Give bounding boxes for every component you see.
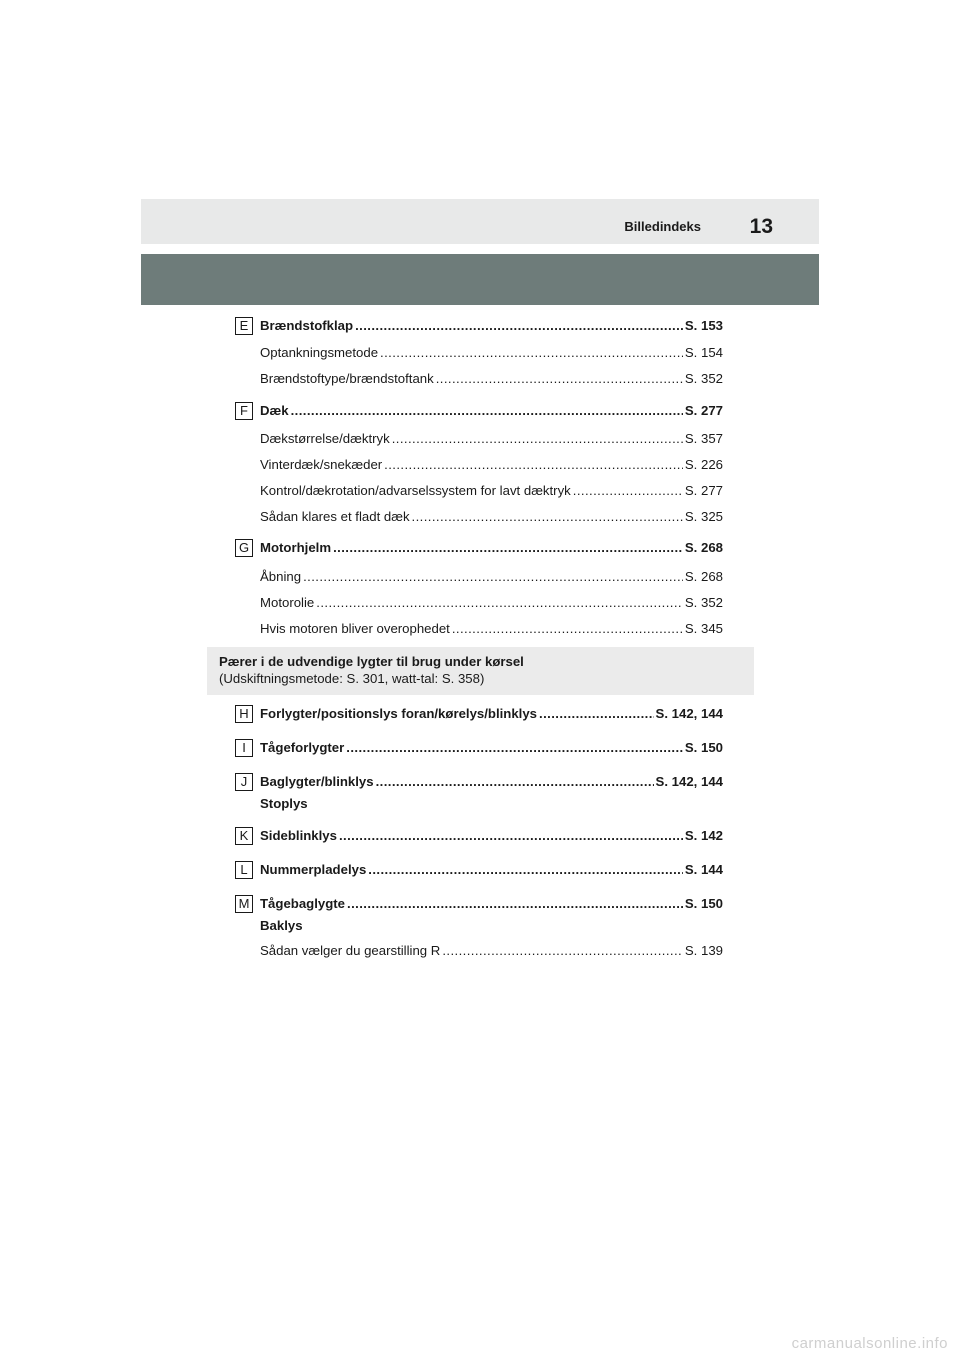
entry-label: Sideblinklys [260,828,337,843]
section-letter-f: F [235,402,253,420]
index-entry[interactable] [260,828,723,844]
index-entry[interactable] [260,862,723,878]
entry-label: Sådan vælger du gearstilling R [260,943,441,958]
entry-label: Motorolie [260,595,315,610]
entry-ref: S. 142, 144 [655,774,723,789]
header-band [141,199,819,244]
section-letter-i: I [235,739,253,757]
section-letter-e: E [235,317,253,335]
section-letter-m: M [235,895,253,913]
bulbs-info-box [207,647,754,695]
entry-label: Tågeforlygter [260,740,345,755]
entry-ref: S. 357 [684,431,723,446]
entry-label: Dæk [260,403,289,418]
index-entry[interactable] [260,896,723,934]
entry-label: Nummerpladelys [260,862,367,877]
section-banner [141,254,819,305]
entry-ref: S. 150 [684,896,723,911]
entry-ref: S. 144 [684,862,723,877]
watermark: carmanualsonline.info [791,1335,948,1352]
index-subentry[interactable] [260,345,723,361]
entry-ref: S. 352 [684,595,723,610]
entry-label: Åbning [260,569,302,584]
entry-extra: Stoplys [260,796,308,811]
entry-label: Optankningsmetode [260,345,379,360]
entry-ref: S. 277 [684,483,723,498]
entry-ref: S. 268 [684,569,723,584]
section-letter-k: K [235,827,253,845]
header-title: Billedindeks [624,219,701,234]
entry-ref: S. 154 [684,345,723,360]
index-subentry[interactable] [260,431,723,447]
index-subentry[interactable] [260,371,723,387]
entry-label: Hvis motoren bliver overophedet [260,621,450,636]
index-entry[interactable] [260,706,723,722]
entry-label: Brændstofklap [260,318,354,333]
entry-ref: S. 268 [684,540,723,555]
index-entry[interactable] [260,403,723,419]
bulbs-subtitle: (Udskiftningsmetode: S. 301, watt-tal: S. 358) [219,671,485,686]
index-subentry[interactable] [260,569,723,585]
entry-label: Brændstoftype/brændstoftank [260,371,434,386]
entry-ref: S. 226 [684,457,723,472]
entry-ref: S. 345 [684,621,723,636]
index-subentry[interactable] [260,621,723,637]
entry-ref: S. 142 [684,828,723,843]
entry-extra: Baklys [260,918,303,933]
entry-ref: S. 153 [684,318,723,333]
section-letter-l: L [235,861,253,879]
entry-label: Dækstørrelse/dæktryk [260,431,390,446]
entry-label: Vinterdæk/snekæder [260,457,383,472]
entry-ref: S. 150 [684,740,723,755]
page-number: 13 [749,215,773,238]
entry-label: Forlygter/positionslys foran/kørelys/blinklys [260,706,538,721]
entry-label: Motorhjelm [260,540,332,555]
entry-ref: S. 277 [684,403,723,418]
entry-ref: S. 352 [684,371,723,386]
index-entry[interactable] [260,774,723,812]
index-entry[interactable] [260,740,723,756]
index-subentry[interactable] [260,943,723,959]
section-letter-g: G [235,539,253,557]
index-subentry[interactable] [260,457,723,473]
entry-label: Kontrol/dækrotation/advarselssystem for lavt dæktryk [260,483,571,498]
index-entry[interactable] [260,540,723,556]
entry-label: Baglygter/blinklys [260,774,374,789]
index-subentry[interactable] [260,595,723,611]
entry-ref: S. 142, 144 [655,706,723,721]
entry-ref: S. 325 [684,509,723,524]
entry-label: Tågebaglygte [260,896,346,911]
bulbs-title: Pærer i de udvendige lygter til brug under kørsel [219,654,524,669]
index-subentry[interactable] [260,509,723,525]
entry-ref: S. 139 [684,943,723,958]
index-entry[interactable] [260,318,723,334]
section-letter-j: J [235,773,253,791]
section-letter-h: H [235,705,253,723]
entry-label: Sådan klares et fladt dæk [260,509,410,524]
index-subentry[interactable] [260,483,723,499]
